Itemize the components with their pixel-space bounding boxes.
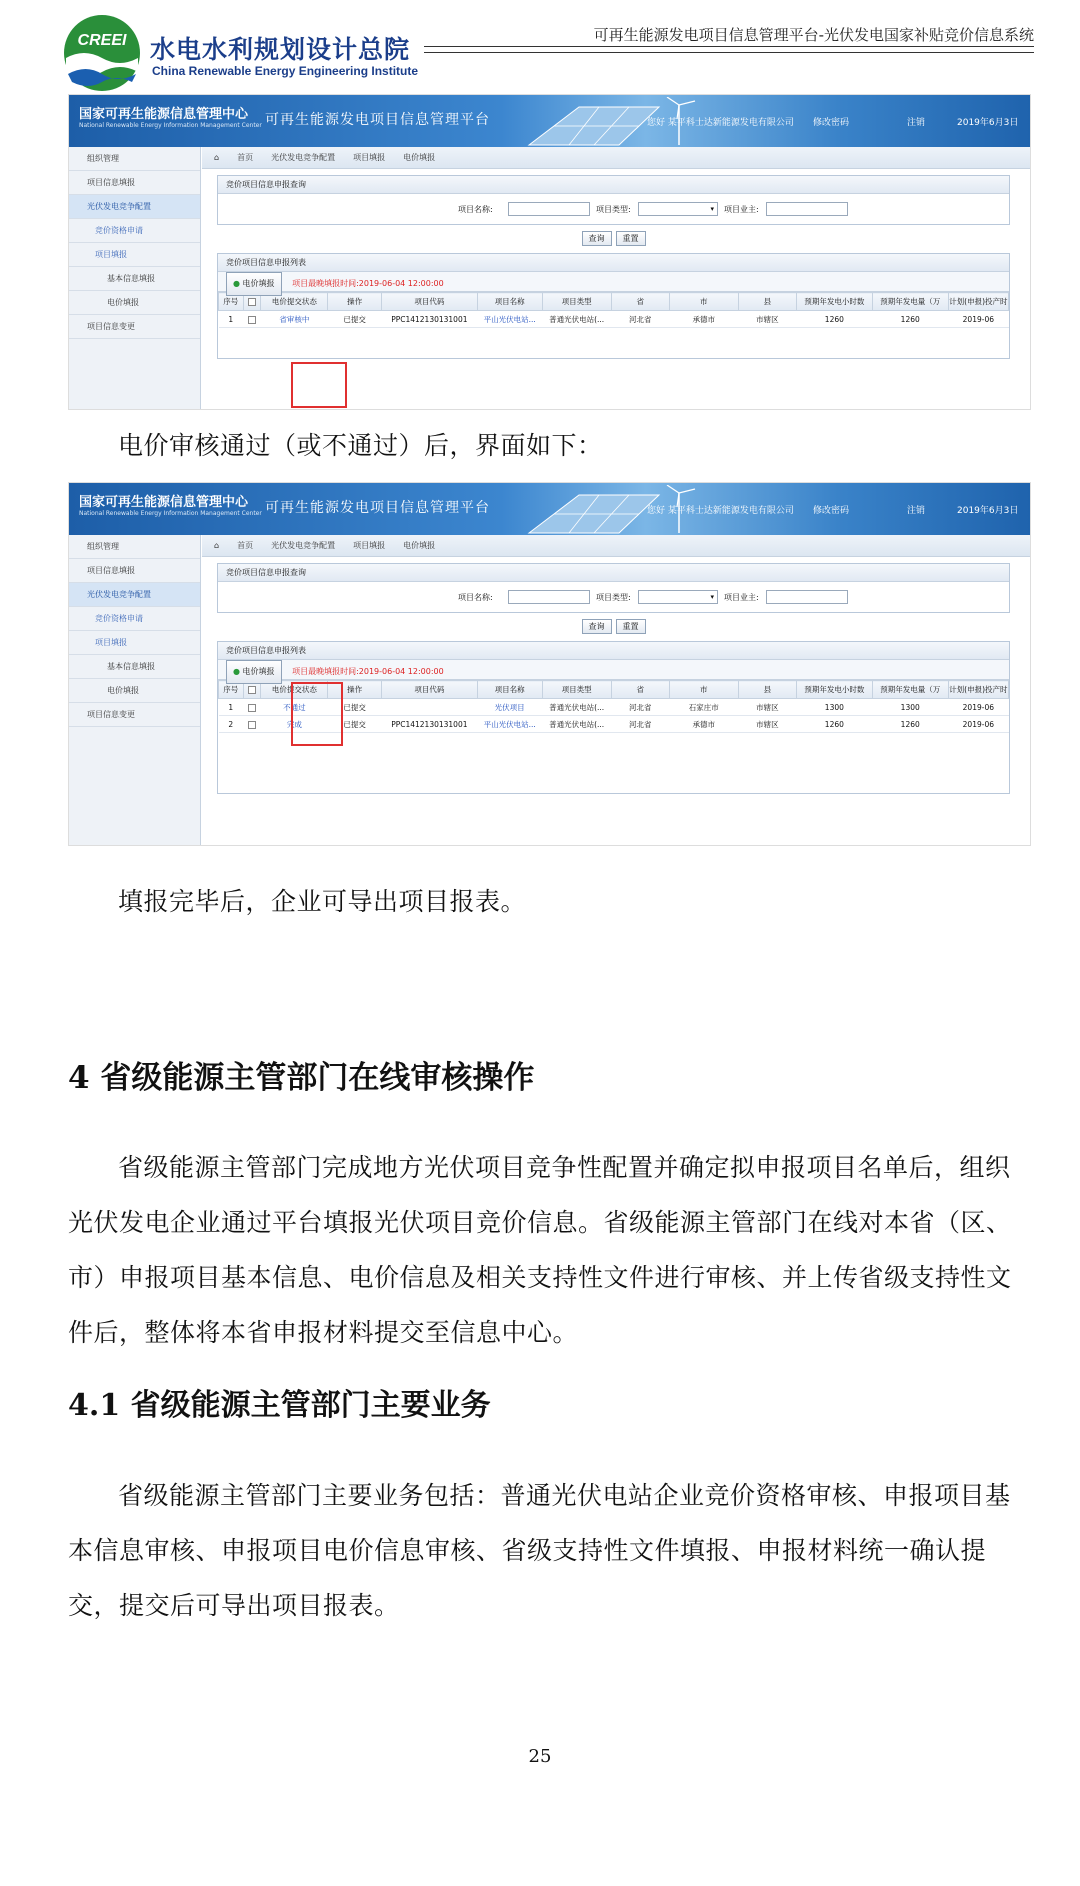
logout-link[interactable]: 注销	[907, 118, 926, 128]
screenshot-1	[68, 94, 1031, 410]
row-checkbox-cell[interactable]	[243, 699, 261, 716]
operation: 已提交	[328, 716, 382, 733]
county: 市辖区	[738, 699, 796, 716]
project-name[interactable]: 平山光伏电站...	[477, 311, 542, 328]
province: 河北省	[611, 699, 669, 716]
search-row	[218, 582, 1009, 612]
project-name-label: 项目名称:	[458, 205, 493, 214]
sidebar-item-project-fill[interactable]: 项目填报	[69, 631, 200, 655]
svg-text:CREEI: CREEI	[77, 32, 127, 49]
sidebar-item-basic-info[interactable]: 基本信息填报	[69, 267, 200, 291]
query-box-title: 竞价项目信息申报查询	[218, 176, 1009, 194]
paragraph-2: 填报完毕后，企业可导出项目报表。	[118, 887, 527, 916]
header-rule	[424, 46, 1034, 47]
header-rule-thin	[424, 52, 1034, 53]
fill-price-button[interactable]	[226, 272, 282, 296]
planned-date: 2019-06	[948, 311, 1008, 328]
project-table	[218, 292, 1009, 328]
project-code	[381, 699, 477, 716]
county: 市辖区	[738, 311, 796, 328]
column-header: 电价提交状态	[261, 293, 328, 311]
project-name[interactable]: 平山光伏电站...	[477, 716, 542, 733]
highlight-box	[291, 362, 347, 408]
sidebar-item-project-info[interactable]: 项目信息填报	[69, 559, 200, 583]
paragraph-3: 省级能源主管部门完成地方光伏项目竞争性配置并确定拟申报项目名单后，组织光伏发电企业通过平台填报光伏项目竞价信息。省级能源主管部门在线对本省（区、市）申报项目基本信息、电价信息及相关支持性文件进行审核、并上传省级支持性文件后，整体将本省申报材料提交至信息中心。	[68, 1153, 1012, 1347]
screenshot-2	[68, 482, 1031, 846]
annual-hours: 1260	[796, 311, 872, 328]
institute-name-cn: 水电水利规划设计总院	[150, 35, 411, 64]
row-index: 1	[219, 311, 244, 328]
breadcrumb	[202, 147, 1030, 169]
column-header: 县	[738, 293, 796, 311]
sidebar-item-project-fill[interactable]: 项目填报	[69, 243, 200, 267]
select-all-checkbox[interactable]	[248, 686, 256, 694]
table-empty-area	[218, 328, 1009, 358]
list-box	[217, 253, 1010, 359]
annual-hours: 1300	[796, 699, 872, 716]
column-header: 计划(申报)投产时	[948, 293, 1008, 311]
query-buttons	[217, 231, 1010, 249]
city: 石家庄市	[669, 699, 738, 716]
column-header: 项目代码	[381, 293, 477, 311]
operation: 已提交	[328, 699, 382, 716]
project-name-input[interactable]	[508, 202, 590, 216]
deadline-notice: 项目最晚填报时间:2019-06-04 12:00:00	[292, 279, 444, 288]
breadcrumb-home[interactable]: 首页	[237, 153, 254, 162]
annual-output: 1260	[872, 716, 948, 733]
institute-name-en: China Renewable Energy Engineering Institute	[152, 64, 419, 78]
query-button[interactable]: 查询	[582, 231, 612, 246]
deadline-notice: 项目最晚填报时间:2019-06-04 12:00:00	[292, 667, 444, 676]
sidebar-item-pv-competition[interactable]: 光伏发电竞争配置	[69, 583, 200, 607]
reset-button[interactable]: 重置	[616, 619, 646, 634]
document-header	[54, 12, 1034, 102]
column-header: 省	[611, 681, 669, 699]
row-checkbox-cell[interactable]	[243, 311, 261, 328]
change-password-link[interactable]: 修改密码	[813, 118, 850, 128]
project-type-select[interactable]: ▾	[638, 590, 718, 604]
price-status[interactable]: 完成	[261, 716, 328, 733]
sidebar-item-org[interactable]: 组织管理	[69, 147, 200, 171]
project-code: PPC1412130131001	[381, 311, 477, 328]
section-heading-4: 4 省级能源主管部门在线审核操作	[68, 1060, 535, 1096]
system-title: 可再生能源发电项目信息管理平台	[265, 500, 490, 516]
column-header: 操作	[328, 293, 382, 311]
operation: 已提交	[328, 311, 382, 328]
query-button[interactable]: 查询	[582, 619, 612, 634]
list-box-title: 竞价项目信息申报列表	[218, 642, 1009, 660]
project-name-input[interactable]	[508, 590, 590, 604]
column-header: 项目名称	[477, 293, 542, 311]
column-header: 市	[669, 681, 738, 699]
highlight-box	[291, 682, 343, 746]
project-name[interactable]: 光伏项目	[477, 699, 542, 716]
creei-logo-icon	[54, 12, 150, 94]
project-owner-label: 项目业主:	[724, 593, 759, 602]
table-row[interactable]	[219, 311, 1009, 328]
paragraph-4: 省级能源主管部门主要业务包括：普通光伏电站企业竞价资格审核、申报项目基本信息审核、申报项目电价信息审核、省级支持性文件填报、申报材料统一确认提交，提交后可导出项目报表。	[68, 1481, 1011, 1620]
project-type-label: 项目类型:	[596, 205, 631, 214]
sidebar-item-project-change[interactable]: 项目信息变更	[69, 703, 200, 727]
county: 市辖区	[738, 716, 796, 733]
annual-output: 1300	[872, 699, 948, 716]
system-logo-en: National Renewable Energy Information Management Center	[79, 122, 262, 129]
reset-button[interactable]: 重置	[616, 231, 646, 246]
city: 承德市	[669, 311, 738, 328]
section-heading-4-1: 4.1 省级能源主管部门主要业务	[68, 1388, 491, 1423]
query-box	[217, 175, 1010, 225]
province: 河北省	[611, 716, 669, 733]
sidebar-item-price-fill[interactable]: 电价填报	[69, 291, 200, 315]
province: 河北省	[611, 311, 669, 328]
sidebar-item-bid-qualification[interactable]: 竞价资格申请	[69, 607, 200, 631]
column-header: 预期年发电小时数	[796, 681, 872, 699]
breadcrumb-price[interactable]: 电价填报	[403, 541, 436, 550]
column-header: 项目名称	[477, 681, 542, 699]
current-date: 2019年6月3日	[957, 506, 1019, 516]
system-logo-en: National Renewable Energy Information Management Center	[79, 510, 262, 517]
table-header-row	[219, 293, 1009, 311]
change-password-link[interactable]: 修改密码	[813, 506, 850, 516]
price-status[interactable]: 不通过	[261, 699, 328, 716]
add-icon: ●	[233, 279, 240, 288]
column-header: 计划(申报)投产时	[948, 681, 1008, 699]
query-box	[217, 563, 1010, 613]
sidebar	[69, 535, 201, 845]
logout-link[interactable]: 注销	[907, 506, 926, 516]
list-toolbar	[218, 272, 1009, 292]
current-date: 2019年6月3日	[957, 118, 1019, 128]
breadcrumb-project[interactable]: 项目填报	[353, 153, 386, 162]
column-header: 序号	[219, 293, 244, 311]
current-user: 您好 某平科士达新能源发电有限公司	[647, 118, 794, 128]
sidebar-item-bid-qualification[interactable]: 竞价资格申请	[69, 219, 200, 243]
sidebar-item-basic-info[interactable]: 基本信息填报	[69, 655, 200, 679]
breadcrumb-pv[interactable]: 光伏发电竞争配置	[271, 541, 336, 550]
breadcrumb-project[interactable]: 项目填报	[353, 541, 386, 550]
project-code: PPC1412130131001	[381, 716, 477, 733]
price-status[interactable]: 省审核中	[261, 311, 328, 328]
sidebar	[69, 147, 201, 409]
planned-date: 2019-06	[948, 699, 1008, 716]
sidebar-item-pv-competition[interactable]: 光伏发电竞争配置	[69, 195, 200, 219]
column-header: 县	[738, 681, 796, 699]
column-header: 预期年发电量（万	[872, 293, 948, 311]
fill-price-label: 电价填报	[242, 667, 275, 676]
home-icon: ⌂	[214, 541, 220, 550]
row-index: 2	[219, 716, 244, 733]
project-type-select[interactable]: ▾	[638, 202, 718, 216]
column-header: 项目类型	[542, 293, 611, 311]
system-logo: 国家可再生能源信息管理中心	[79, 495, 249, 510]
page-number: 25	[528, 1746, 552, 1767]
project-type: 普通光伏电站(...	[542, 311, 611, 328]
query-box-title: 竞价项目信息申报查询	[218, 564, 1009, 582]
breadcrumb	[202, 535, 1030, 557]
annual-hours: 1260	[796, 716, 872, 733]
breadcrumb-price[interactable]: 电价填报	[403, 153, 436, 162]
project-owner-input[interactable]	[766, 590, 848, 604]
column-header: 项目类型	[542, 681, 611, 699]
query-buttons	[217, 619, 1010, 637]
row-checkbox-cell[interactable]	[243, 716, 261, 733]
annual-output: 1260	[872, 311, 948, 328]
column-header: 操作	[328, 681, 382, 699]
home-icon: ⌂	[214, 153, 220, 162]
city: 承德市	[669, 716, 738, 733]
platform-title: 可再生能源发电项目信息管理平台-光伏发电国家补贴竞价信息系统	[593, 26, 1034, 44]
column-header: 省	[611, 293, 669, 311]
row-checkbox[interactable]	[248, 704, 256, 712]
search-row	[218, 194, 1009, 224]
sidebar-item-org[interactable]: 组织管理	[69, 535, 200, 559]
sidebar-item-price-fill[interactable]: 电价填报	[69, 679, 200, 703]
row-checkbox[interactable]	[248, 721, 256, 729]
paragraph-1: 电价审核通过（或不通过）后，界面如下：	[118, 431, 603, 460]
system-title: 可再生能源发电项目信息管理平台	[265, 112, 490, 128]
fill-price-button[interactable]	[226, 660, 282, 684]
project-type: 普通光伏电站(...	[542, 716, 611, 733]
breadcrumb-home[interactable]: 首页	[237, 541, 254, 550]
project-name-label: 项目名称:	[458, 593, 493, 602]
breadcrumb-pv[interactable]: 光伏发电竞争配置	[271, 153, 336, 162]
column-header: 项目代码	[381, 681, 477, 699]
list-toolbar	[218, 660, 1009, 680]
project-type-label: 项目类型:	[596, 593, 631, 602]
system-banner	[69, 95, 1030, 147]
fill-price-label: 电价填报	[242, 279, 275, 288]
column-header: 序号	[219, 681, 244, 699]
row-checkbox[interactable]	[248, 316, 256, 324]
project-owner-label: 项目业主:	[724, 205, 759, 214]
project-owner-input[interactable]	[766, 202, 848, 216]
sidebar-item-project-info[interactable]: 项目信息填报	[69, 171, 200, 195]
sidebar-item-project-change[interactable]: 项目信息变更	[69, 315, 200, 339]
column-header: 电价提交状态	[261, 681, 328, 699]
planned-date: 2019-06	[948, 716, 1008, 733]
current-user: 您好 某平科士达新能源发电有限公司	[647, 506, 794, 516]
column-header: 预期年发电小时数	[796, 293, 872, 311]
system-banner	[69, 483, 1030, 535]
add-icon: ●	[233, 667, 240, 676]
column-header: 市	[669, 293, 738, 311]
row-index: 1	[219, 699, 244, 716]
column-header: 预期年发电量（万	[872, 681, 948, 699]
list-box-title: 竞价项目信息申报列表	[218, 254, 1009, 272]
system-logo: 国家可再生能源信息管理中心	[79, 107, 249, 122]
select-all-checkbox[interactable]	[248, 298, 256, 306]
project-type: 普通光伏电站(...	[542, 699, 611, 716]
